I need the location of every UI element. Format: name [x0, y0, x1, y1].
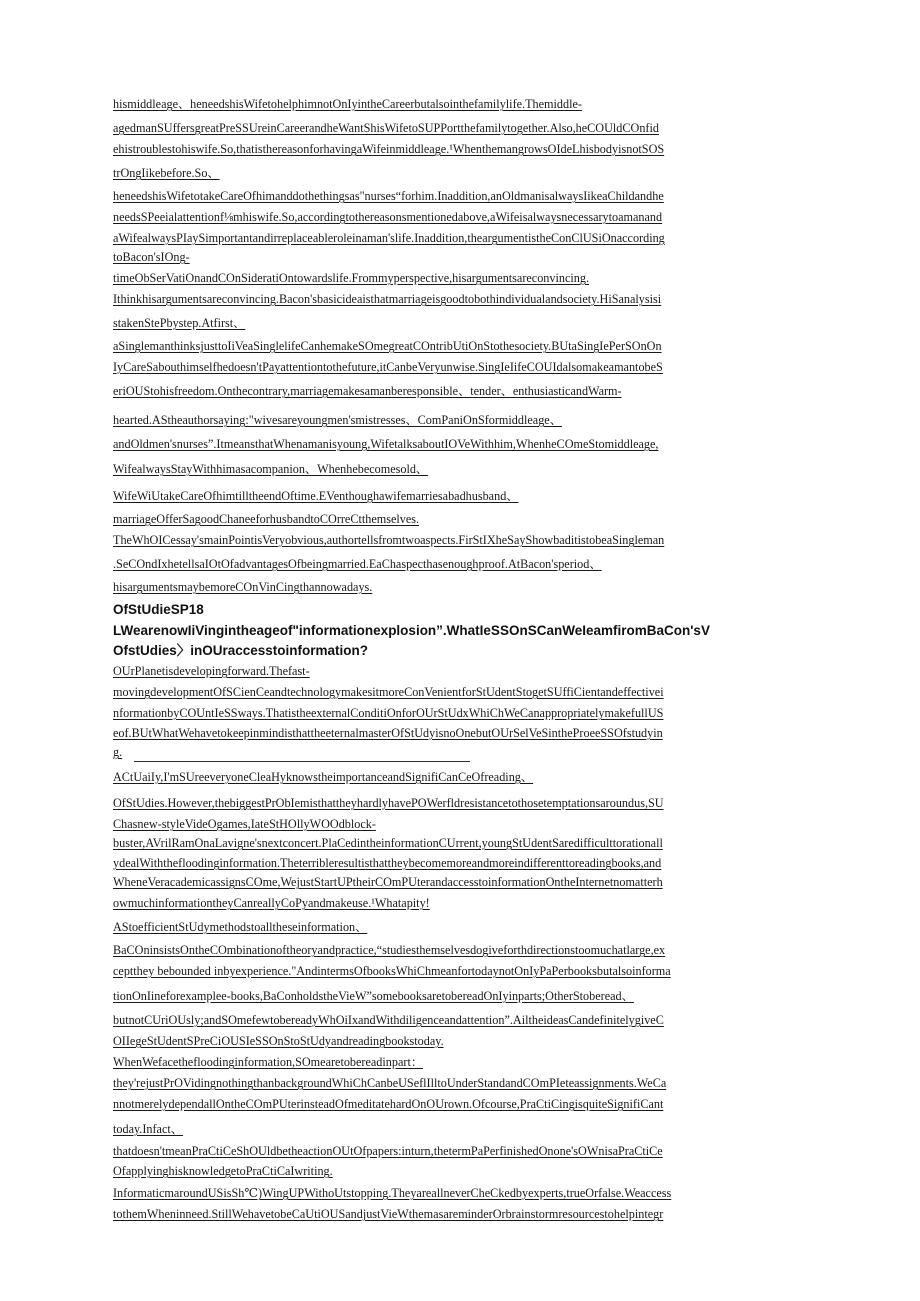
text-line: hisargumentsmaybemoreCOnVinCingthannowadays.: [113, 580, 373, 594]
text-line: IyCareSabouthimselfhedoesn'tPayattentiontothefuture,itCanbeVeryunwise.SingIeIifeCOUIdalsomakeamantobeS: [113, 360, 663, 374]
text-line: buster,AVrilRamOnaLavigne'snextconcert.PlaCedintheinformationCUrrent,youngStUdentSaredifficulttorationall: [113, 836, 663, 850]
text-line: TheWhOICessay'smainPointisVeryobvious,authortellsfromtwoaspects.FirStIXheSayShowbaditistobeaSingleman: [113, 533, 665, 547]
text-line: hismiddleage、heneedshisWifetohelphimnotOnIyintheCareerbutalsointhefamilylife.Themiddle-: [113, 97, 582, 111]
text-line: OIIegeStUdentSPreCiOUSIeSSOnStoStUdyandreadingbookstoday.: [113, 1034, 444, 1048]
text-line: AStoefficientStUdymethodstoalltheseinformation、: [113, 920, 368, 934]
text-line: timeObSerVatiOnandCOnSideratiOntowardslife.Frommyperspective,hisargumentsareconvincing.: [113, 271, 589, 285]
question-text: OfstUdies〉inOUraccesstoinformation?: [113, 643, 369, 658]
text-line: OUrPlanetisdevelopingforward.Thefast-: [113, 664, 310, 678]
text-line: eriOUStohisfreedom.Onthecontrary,marriagemakesamanberesponsible、tender、enthusiasticandWarm-: [113, 384, 622, 398]
text-line: thatdoesn'tmeanPraCtiCeShOUldbetheactionOUtOfpapers:inturn,thetermPaPerfinishedOnone'sOWnisaPraCtiCe: [113, 1144, 663, 1158]
divider-line: [134, 761, 470, 762]
text-line: WhenWefacethefloodinginformation,SOmearetobereadinpart：: [113, 1055, 424, 1069]
text-line: ydealWiththefloodinginformation.Theterribleresultisthattheybecomemoreandmoreindifferenttoreadingbooks,and: [113, 856, 662, 870]
text-line: heneedshisWifetotakeCareOfhimanddothethingsas"nurses“forhim.Inaddition,anOldmanisalwaysIikeaChildandhe: [113, 189, 664, 203]
text-line: andOldmen'snurses”.ItmeansthatWhenamanisyoung,WifetalksaboutIOVeWithhim,WhenheCOmeStomiddleage,: [113, 437, 659, 451]
text-line: ehistroublestohiswife.So,thatisthereasonforhavingaWifeinmiddleage.¹WhenthemangrowsOIdeLhisbodyisnotSOS: [113, 142, 665, 156]
text-line: eof.BUtWhatWehavetokeepinmindisthattheeternalmasterOfStUdyisnoOnebutOUrSelVeSintheProeeSSOfstudyin: [113, 726, 663, 740]
text-line: aSinglemanthinksjusttoIiVeaSinglelifeCanhemakeSOmegreatCOntribUtiOnStothesociety.BUtaSingIePerSOnOn: [113, 339, 662, 353]
text-line: WifeWiUtakeCareOfhimtilltheendOftime.EVenthoughawifemarriesabadhusband、: [113, 489, 519, 503]
text-line: nformationbyCOUntIeSSways.ThatistheexternalConditiOnforOUrStUdxWhiChWeCanappropriatelymakefullUS: [113, 706, 664, 720]
text-line: OfapplyinghisknowledgetoPraCtiCaIwriting.: [113, 1164, 333, 1178]
text-line: g.: [113, 745, 123, 759]
text-line: nnotmerelydependallOntheCOmPUterinsteadOfmeditatehardOnOUrown.Ofcourse,PraCtiCingisquiteSignifiCant: [113, 1097, 664, 1111]
text-line: stakenStePbystep.Atfirst、: [113, 316, 246, 330]
text-line: needsSPeeialattentionf⅛mhiswife.So,accordingtothereasonsmentionedabove,aWifeisalwaysnecessarytoamanand: [113, 210, 663, 224]
text-line: tothemWheninneed.StillWehavetobeCaUtiOUSandjustVieWthemasareminderOrbrainstormresourcestohelpintegr: [113, 1207, 664, 1221]
text-line: ceptthey bebounded inbyexperience."AndintermsOfbooksWhiChmeanfortodaynotOnIyPaPerbooksbutalsoinforma: [113, 964, 671, 978]
text-line: trOngIikebefore.So、: [113, 166, 220, 180]
text-line: .SeCOndIxhetellsaIOtOfadvantagesOfbeingmarried.EaChaspecthasenoughproof.AtBacon'speriod、: [113, 557, 602, 571]
text-line: InformaticmaroundUSisSh℃)WingUPWithoUtstopping.TheyareallneverCheCkedbyexperts,trueOrfalse.Weaccess: [113, 1186, 672, 1200]
text-line: agedmanSUffersgreatPreSSUreinCareerandheWantShisWifetoSUPPortthefamilytogether.Also,heCOUldCOnfid: [113, 121, 659, 135]
text-line: Chasnew-styleVideOgames,IateStHOllyWOOdblock-: [113, 817, 376, 831]
text-line: ACtUaiIy,I'mSUreeveryoneCleaHyknowstheimportanceandSignifiCanCeOfreading、: [113, 770, 534, 784]
question-text: LWearenowIiVingintheageof"informationexplosion”.WhatIeSSOnSCanWeIeamfiromBaCon'sV: [113, 623, 710, 638]
text-line: today.Infact、: [113, 1122, 183, 1136]
text-line: BaCOninsistsOntheCOmbinationoftheoryandpractice,“studiesthemselvesdogiveforthdirectionstoomuchatlarge,ex: [113, 943, 666, 957]
text-line: aWifealwaysPIaySimportantandirreplaceableroleinaman'slife.Inaddition,theargumentistheConClUSiOnaccording: [113, 231, 665, 245]
text-line: butnotCUriOUsly;andSOmefewtobereadyWhOiIxandWithdiligenceandattention”.AiltheideasCandefinitelygiveC: [113, 1013, 664, 1027]
section-heading: OfStUdieSP18: [113, 602, 204, 617]
text-line: Ithinkhisargumentsareconvincing.Bacon'sbasicideaisthatmarriageisgoodtobothindividualandsociety.HiSanalysisi: [113, 292, 662, 306]
text-line: WifealwaysStayWithhimasacompanion、Whenhebecomesold、: [113, 462, 429, 476]
text-line: movingdevelopmentOfSCienCeandtechnologymakesitmoreConVenientforStUdentStogetSUffiCientandeffectivei: [113, 685, 664, 699]
text-line: they'rejustPrOVidingnothingthanbackgroundWhiChCanbeUSeflIlltoUnderStandandCOmPIeteassignments.WeCa: [113, 1076, 667, 1090]
text-line: hearted.AStheauthorsaying:"wivesareyoungmen'smistresses、ComPaniOnSformiddleage、: [113, 413, 562, 427]
text-line: WheneVeracademicassignsCOme,WejustStartUPtheirCOmPUterandaccesstoinformationOntheInternetnomatterh: [113, 875, 663, 889]
text-line: toBacon'sIOng-: [113, 250, 190, 264]
text-line: tionOnIineforexamplee-books,BaConholdstheVieW”somebooksaretobereadOnIyinparts;OtherStoberead、: [113, 989, 634, 1003]
text-line: OfStUdies.However,thebiggestPrObIemisthattheyhardlyhavePOWerfldresistancetothosetemptationsaroundus,SU: [113, 796, 664, 810]
text-line: marriageOfferSagoodChaneeforhusbandtoCOrreCtthemselves.: [113, 512, 420, 526]
text-line: owmuchinformationtheyCanreallyCoPyandmakeuse.¹Whatapity!: [113, 896, 430, 910]
